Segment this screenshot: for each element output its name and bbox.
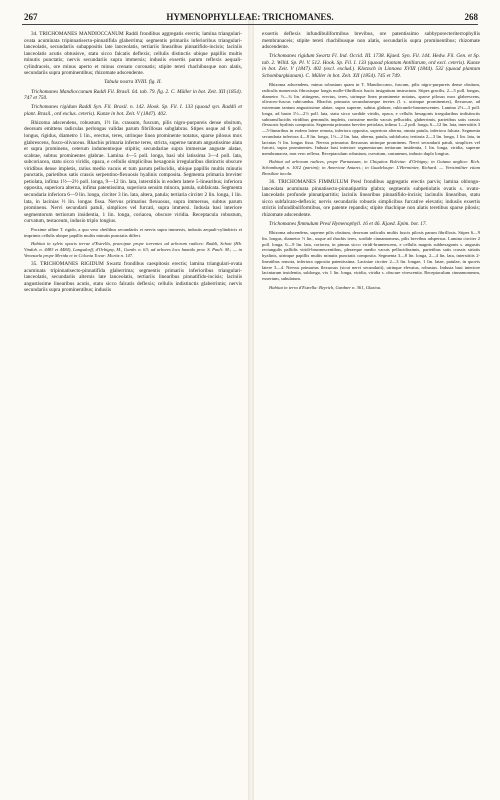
right-column [262, 31, 480, 293]
right-column-paragraph: Trichomanes rigidum Swartz Fl. Ind. Occid. III. 1738. Kjaed. Syn. Fil. 144. Hedw. Fil. Gen. et Sp. tab. 2. Willd. Sp. Pl. V. 512. Hook. Sp. Fil. I. 133 (quoad plantam Antillarum, ord excl. ceteris). Kunze in bot. Zeit. V (1847). 402 (excl. exclud.). Klotzsch in Linnaea XVIII (1844). 532 (quoad plantam Schomburgkianam). C. Müller in bot. Zeit. XII (1854). 745 et 749. [262, 53, 480, 79]
right-column-paragraph: Habitat ad arborum radices, prope Parnassum, in Chiquitos Boliviae: d'Orbigny; in Guiana anglica: Rich. Schomburgk n. 1012 (partim); in Americae Antarct.; in Guadeloupe: L'Herminier, Richard. — Verisimiliter etiam Brasiliae incola. [262, 159, 480, 176]
right-column-paragraph: 36. TRICHOMANES FIMMULUM Presl frondibus aggregatis erectis parvis; lamina oblongo-lanceolata acuminata pinnatisecto-pinnatipartita glabra; segmentis subpetiolatis ovatis s. ovato-lanceolatis profunde pinnatipartitis; laciniis linearibus pinnatifido-incisis; lacinulis linearibus, statu sicco subfalcato-deflexis; nervis secundariis robustis simplicibus furcative elevatis; indusiis exsertis strictis infundibuliformibus, ore patente repandis; stipite rhachique non alatis teretibus sparse pilosis; rhizomate adscendente. [262, 179, 480, 218]
left-column-paragraph: 35. TRICHOMANES RIGIDUM Swartz frondibus caespitosis erectis; lamina triangulari-ovata acuminata tripinnatisecto-pinnatifida glaberrima; segmentis primariis inferioribus triangulari-lanceolatis, secundariis alternis late lanceolatis, tertiariis linearibus pinnatifido-incisis; laciniis angustissime linearibus acutis, statu sicco falcatis deflexis; cellulis indistinctis glaberrimis; nervis secundariis supra prominentibus; indusiis [24, 261, 242, 294]
header-rule [22, 24, 478, 25]
right-column-paragraph: exsertis deflexis infundibuliformibus brevibus, ore patentissimo subbyporecteriterrophyllis membranaceis; stipite tereti rhachibusque non alatis, secundariis supra prominentibus; rhizomate adscendente. [262, 31, 480, 51]
left-page-number: 267 [24, 12, 38, 22]
right-column-paragraph: Trichomanes fimmulum Presl Hymenophyll. 16 et 46. Kjaed. Epim. bot. 17. [269, 221, 427, 228]
left-column-paragraph: Trichomanes Mandioccanum Raddi Fil. Brasil. 64. tab. 79. fig. 2. C. Müller in bot. Zeit. XII (1854). 747 et 750. [24, 88, 242, 102]
right-column-paragraph: Habitat in terra d'Estrella: Beyrich, Gardner n. 361, Glaziou. [269, 284, 382, 290]
right-column-paragraph: Rhizoma adscendens, minus robustum quam in T. Mandioccano, fuscum, pilis nigro-purpureis dense obsitum, radiculis numerosis fibrosisque longis molle-fibrillosis fuscis insignitum instructum. Stipes gracilis, 2—5 poll. longus, diametro ½—¾ lin. attingens, erectus, teres, utrinque linea prominente notatus, sparse pilosus mox glabrescens, olivaceo-fuscus rubicundus. Rhachis primaria secundariaeque teretes (l. s. utrinque prominentes), flexuosae, ad extremum tantum angustissime alatae, supra superne, subtus glabrae, rubicundo-brunnescentes. Lamina 2½—3 poll. longa, ad basin 1½—2½ poll. lata, statu sicco sordide viridis, opaca, e cellulis hexagonis irregularibus indistinctis subtransflucidis viridibus gemmulis impletis, rarissime medio vacuis pellucidis, glaberrimis, parietibus satis crassis flexuosis hyalinis composita. Segmenta primaria breviter petiolata, infima 1—2 poll. longa, 6—12 lin. lata, interstitiis 3—5-linearibus in eodem latere remota, inferiora opposita, superiora alterna, omnia patula, inferiora falcata. Segmenta secundaria inferiora 4—8 lin. longa, 1½—2 lin. lata, alterna, patula, subfalcata; tertiaria 2—3 lin. longa, 1 lin. lata, in lacinias ½ lin. longas fissa. Nervus primarius flexuosus utrinque prominens. Nervi secundarii patuli, simplices vel furcati, supra prominentes. Indusia basi interiore segmentorum tertiarum insidentia, 1 lin. longa, viridia, superne membranacea, non vero reflexa. Receptaculum robustum, curvatum, castaneum, indusio duplo longius. [262, 82, 480, 157]
right-page-number: 268 [464, 12, 478, 22]
left-column-paragraph: Habitat in sylvis opacis terrae d'Estrella, praecipue prope torrentes ad arborum radices: Raddi, Schott (Hb. Vindob. n. 4483 et 4484), Langsdorff, d'Orbigny, M., Gardn. n. 63; ad arbores loco humido prov. S. Pauli: M.; — in Venezuela prope Merida et in Colonia Tovar: Moritz n. 147. [24, 241, 242, 258]
left-column-paragraph: Trichomanes rigidum Raddi Syn. Fil. Brasil. n. 142. Hook. Sp. Fil. I. 133 (quoad syn. Raddii et plant. Brasil., ord exclus. ceteris). Kunze in bot. Zeit. V (1847). 402. [24, 104, 242, 117]
left-column-paragraph: Tabula nostra XVIII. fig. II. [104, 79, 162, 86]
left-column-paragraph: 34. TRICHOMANES MANDIOCCANUM Raddi frondibus aggregatis erectis; lamina triangulari-ovata acuminata tripinnatisecto-pinnatifida glaberrima; segmentis primariis inferioribus triangulari-lanceolatis, secundariis subappositis late lanceolatis, tertiariis linearibus pinnatifido-incisis; laciniis lanceolatis acutis obtusisve, statu sicco falcatis deflexis; cellulis distinctis ubique papillis multis minutis punctatis; nervis secundariis supra immersis; indusiis exsertis parum reflexis aequali-cylindraceis, ore minus aperto et minus crenato coronatis; stipite tereti rhachibusque non alatis, secundariis supra prominentibus; rhizomate adscendente. [24, 31, 242, 77]
left-column-paragraph: Rhizoma adscendens, robustum, 1½ lin. crassum, fuscum, pilis nigro-purpureis dense obsitum, deorsum emittens radiculas perlongas validas parum fibrillosas subglabras. Stipes usque ad 6 poll. longus, rigidus, diametro 1 lin., erectus, teres, utrinque linea prominente notatus, sparse pilosus mox glabrescens, fusco-olivaceus. Rhachis primaria inferne teres, stricta, superne tantum angustissime alata et supra prominens, ceterum indumentoque stipitis; secundariae supra immersae anguste alatae, scabrae, subtus prominentes glabrae. Lamina 4—5 poll. longa, basi ubi latissima 3—4 poll. lata, subcoriacea, statu sicco viridis, opaca, e cellulis simplicibus hexagonis irregularibus distinctis obscure viridibus dense impletis, rarius medio vacuis et tum parum pellucidis, ubique papillis multis minutis punctatis, parietibus satis crassis serpentino-flexuosis hyalinis composita. Segmenta primaria breviter petiolata, infima 1½—2½ poll. longa, 9—12 lin. lata, interstitiis in eodem latere 5-linearibus; inferiora opposita, superiora alterna, infima patentissima, superiora sensim minora, patula, subfalcata. Segmenta secundaria inferiora 6—9 lin. longa, circiter 3 lin. lata, altera, patula; tertiaria circiter 2 lin. longa, 1 lin. lata, in lacinias ½ lin. longas fissa. Nervus primarius flexuosus, supra immersus, subtus parum prominens. Nervi secundarii patuli, simplices vel furcati, supra immersi. Indusia basi interiore segmentorum tertiorum insidentia, 1 lin. longa, coriacea, obscure viridia. Receptacula robustum, curvatum, testaceum, indusio triplo longius. [24, 119, 242, 225]
left-column-paragraph: Proxime affine T. rigido, a quo vero cheilibus secundariis et nervis supra immersis, indusiis aequali-cylindricis et imprimis cellulis ubique papillis multis minutis punctatis differt. [24, 227, 242, 239]
running-title: HYMENOPHYLLEAE: TRICHOMANES. [166, 12, 334, 22]
left-column [24, 31, 242, 297]
right-column-paragraph: Rhizoma adscendens, superne pilis obsitum, deorsum radiculis multis fuscis pilosis parum fibrillosis. Stipes 6—9 lin. longus, diametro ½ lin., usque ad rhachis teres, sordide cinnamomeus, pilis brevibus adspersus. Lamina circiter 2 poll. longa, 6—9 lin. lata, coriacea, in pinnas sicco viridi-brunnescens, e cellulis magnis subhexagonis s. angustis rectangulis pallidis viridi-brunnescentibus, pleraeque medio vacuis pellucidissimis, parietibus satis crassis striatis hyalinis, utrinque papillis multis minutis punctatis composita. Segmenta 3—8 lin. longa, 2—4 lin. lata, interstitiis 2-lineatibus remota, inferiora opposita patentissima. Laciniae circiter 2—3 lin. longae, 1 lin. latae, patulae, in quovis latere 3—4. Nervus primarius flexuosus (sicut nervi secundarii), utrinque elevatus, robustus. Indusia basi interiore laciniarum insidentia, sublonga, vix 1 lin. longa, viridia, viridia s. obscure virescentia. Receptaculum cinnamomeum, exsertum, subulatum. [262, 230, 480, 282]
book-gutter [248, 14, 254, 800]
